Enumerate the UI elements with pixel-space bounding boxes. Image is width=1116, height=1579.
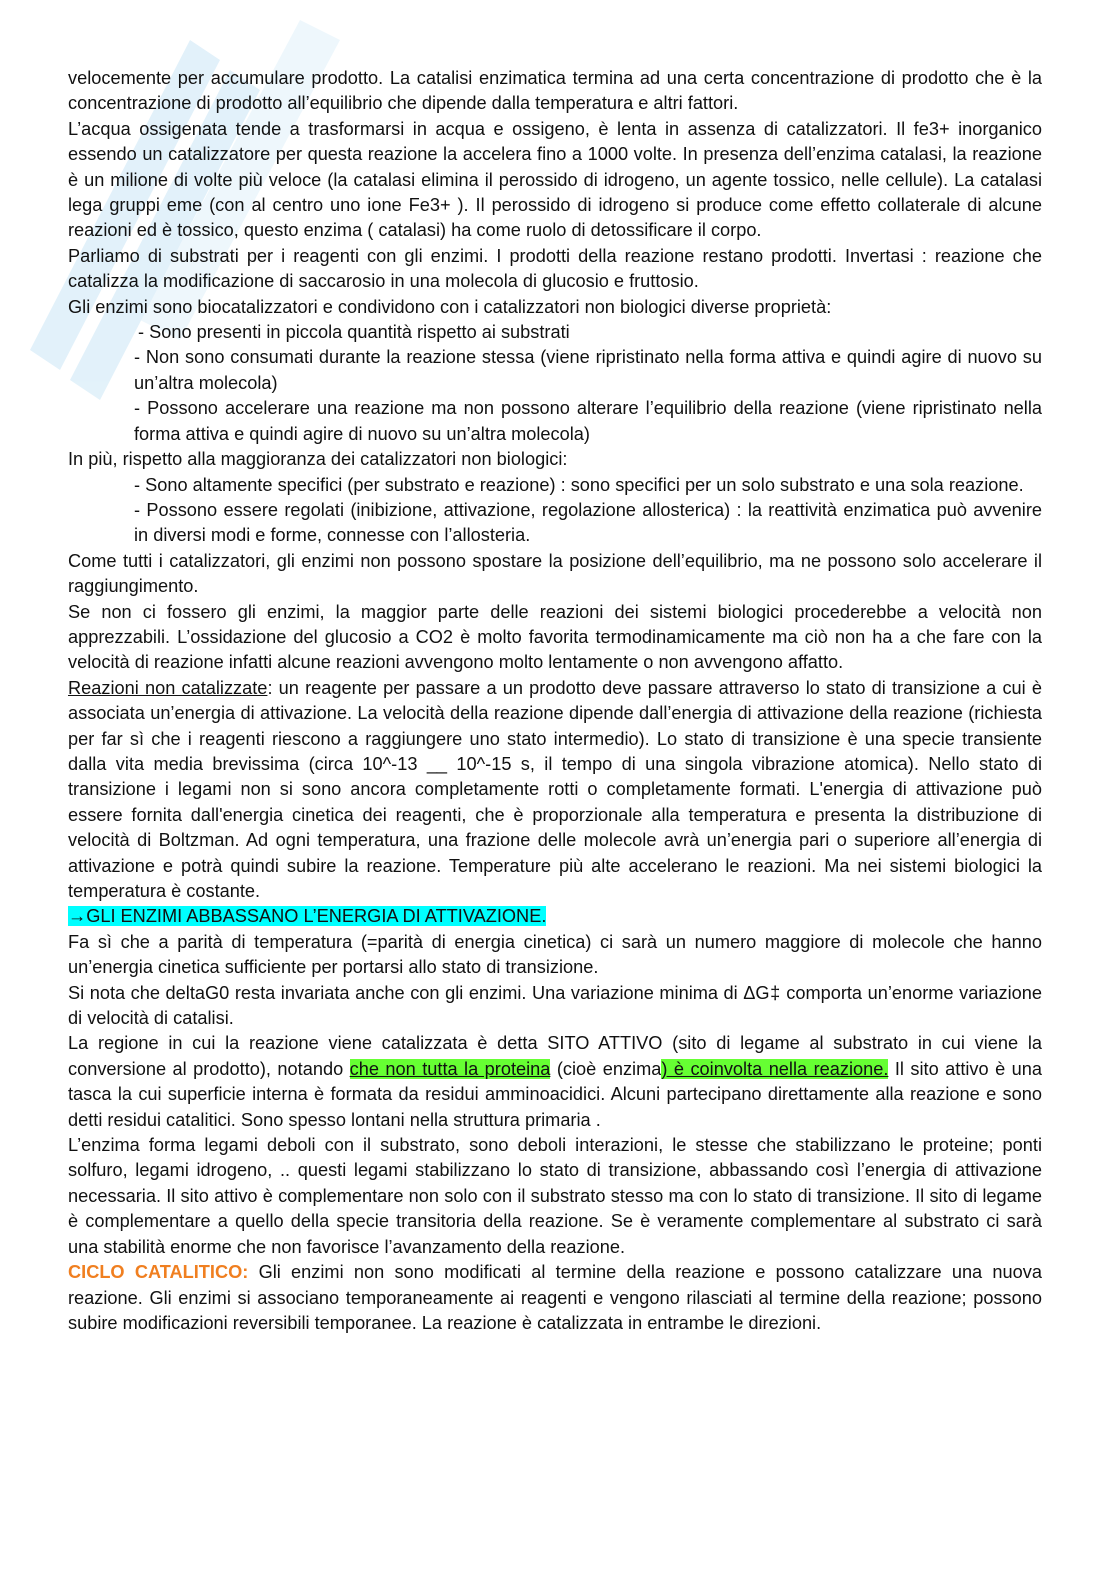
paragraph: velocemente per accumulare prodotto. La catalisi enzimatica termina ad una certa concentrazione di prodotto che è la concentrazione di prodotto all’equilibrio che dipende dalla temperatura e altri fattori.: [68, 68, 1042, 114]
highlighted-text: ) è coinvolta nella reazione.: [661, 1058, 889, 1079]
list-item: - Possono essere regolati (inibizione, attivazione, regolazione allosterica) : la reattività enzimatica può avvenire in diversi modi e forme, connesse con l’allosteria.: [134, 499, 1042, 546]
paragraph: Se non ci fossero gli enzimi, la maggior parte delle reazioni dei sistemi biologici procederebbe a velocità non apprezzabili. L’ossidazione del glucosio a CO2 è molto favorita termodinamicamente ma ciò non ha a che fare con la velocità di reazione infatti alcune reazioni avvengono molto lentamente o non avvengono affatto.: [68, 601, 1042, 673]
paragraph-text: Il sito attivo è una tasca la cui superficie interna è formata da residui amminoacidici. Alcuni partecipano direttamente alla reazione e sono detti residui catalitici. Sono spesso lontani nella struttura primaria .: [68, 1058, 1043, 1130]
list-item: - Possono accelerare una reazione ma non possono alterare l’equilibrio della reazione (viene ripristinato nella forma attiva e quindi agire di nuovo su un’altra molecola): [134, 398, 1042, 444]
paragraph: L’enzima forma legami deboli con il substrato, sono deboli interazioni, le stesse che stabilizzano le proteine; ponti solfuro, legami idrogeno, .. questi legami stabilizzano lo stato di transizione, abbassando così l’energia di attivazione necessaria. Il sito attivo è complementare non solo con il substrato stesso ma con lo stato di transizione. Il sito di legame è complementare a quello della specie transitoria della reazione. Se è veramente complementare al substrato ci sarà una stabilità enorme che non favorisce l’avanzamento della reazione.: [68, 1135, 1042, 1257]
paragraph: [68, 904, 1042, 929]
paragraph-text: Gli enzimi non sono modificati al termine della reazione e possono catalizzare una nuova reazione. Gli enzimi si associano temporaneamente ai reagenti e vengono rilasciati al termine della reazione; possono subire modificazioni reversibili temporanee. La reazione è catalizzata in entrambe le direzioni.: [68, 1262, 1042, 1333]
paragraph: [68, 1260, 1042, 1336]
paragraph: Si nota che deltaG0 resta invariata anche con gli enzimi. Una variazione minima di ΔG‡ comporta un’enorme variazione di velocità di catalisi.: [68, 982, 1042, 1029]
paragraph: [68, 676, 1042, 905]
highlighted-text: che non tutta la proteina: [349, 1058, 551, 1079]
paragraph: Gli enzimi sono biocatalizzatori e condividono con i catalizzatori non biologici diverse proprietà:: [68, 296, 832, 317]
paragraph: Parliamo di substrati per i reagenti con gli enzimi. I prodotti della reazione restano prodotti. Invertasi : reazione che catalizza la modificazione di saccarosio in una molecola di glucosio e fruttosio.: [68, 245, 1042, 292]
paragraph-text: (cioè enzima: [550, 1058, 662, 1079]
paragraph: In più, rispetto alla maggioranza dei catalizzatori non biologici:: [68, 449, 568, 470]
list-item: - Non sono consumati durante la reazione stessa (viene ripristinato nella forma attiva e quindi agire di nuovo su un’altra molecola): [134, 347, 1042, 393]
document-body: [68, 66, 1042, 1336]
section-heading: CICLO CATALITICO:: [68, 1262, 249, 1283]
list-item: - Sono presenti in piccola quantità rispetto ai substrati: [138, 322, 570, 343]
paragraph: L’acqua ossigenata tende a trasformarsi in acqua e ossigeno, è lenta in assenza di catalizzatori. Il fe3+ inorganico essendo un catalizzatore per questa reazione la accelera fino a 1000 volte. In presenza dell’enzima catalasi, la reazione è un milione di volte più veloce (la catalasi elimina il perossido di idrogeno, un agente tossico, nelle cellule). La catalasi lega gruppi eme (con al centro uno ione Fe3+ ). Il perossido di idrogeno si produce come effetto collaterale di alcune reazioni ed è tossico, questo enzima ( catalasi) ha come ruolo di detossificare il corpo.: [68, 118, 1042, 241]
paragraph: Come tutti i catalizzatori, gli enzimi non possono spostare la posizione dell’equilibrio, ma ne possono solo accelerare il raggiungimento.: [68, 550, 1042, 597]
list-item: - Sono altamente specifici (per substrato e reazione) : sono specifici per un solo substrato e una sola reazione.: [134, 474, 1024, 495]
underlined-term: Reazioni non catalizzate: [68, 677, 268, 698]
paragraph: Fa sì che a parità di temperatura (=parità di energia cinetica) ci sarà un numero maggiore di molecole che hanno un’energia cinetica sufficiente per portarsi allo stato di transizione.: [68, 931, 1042, 978]
paragraph-text: La regione in cui la reazione viene catalizzata è detta SITO ATTIVO (sito di legame al substrato in cui viene la conversione al prodotto), notando: [68, 1033, 1042, 1079]
highlighted-heading: →GLI ENZIMI ABBASSANO L’ENERGIA DI ATTIVAZIONE.: [68, 906, 547, 927]
paragraph-text: : un reagente per passare a un prodotto deve passare attraverso lo stato di transizione a cui è associata un’energia di attivazione. La velocità della reazione dipende dall’energia di attivazione della reazione (richiesta per far sì che i reagenti riescono a raggiungere uno stato intermedio). Lo stato di transizione è una specie transiente dalla vita media brevissima (circa 10^-13 __ 10^-15 s, il tempo di una singola vibrazione atomica). Nello stato di transizione i legami non si sono ancora completamente rotti o completamente formati. L'energia di attivazione può essere fornita dall'energia cinetica dei reagenti, che è proporzionale alla temperatura e presenta la distribuzione di velocità di Boltzman. Ad ogni temperatura, una frazione delle molecole avrà un’energia pari o superiore all’energia di attivazione e potrà quindi subire la reazione. Temperature più alte accelerano le reazioni. Ma nei sistemi biologici la temperatura è costante.: [68, 677, 1043, 901]
paragraph: [68, 1031, 1042, 1133]
